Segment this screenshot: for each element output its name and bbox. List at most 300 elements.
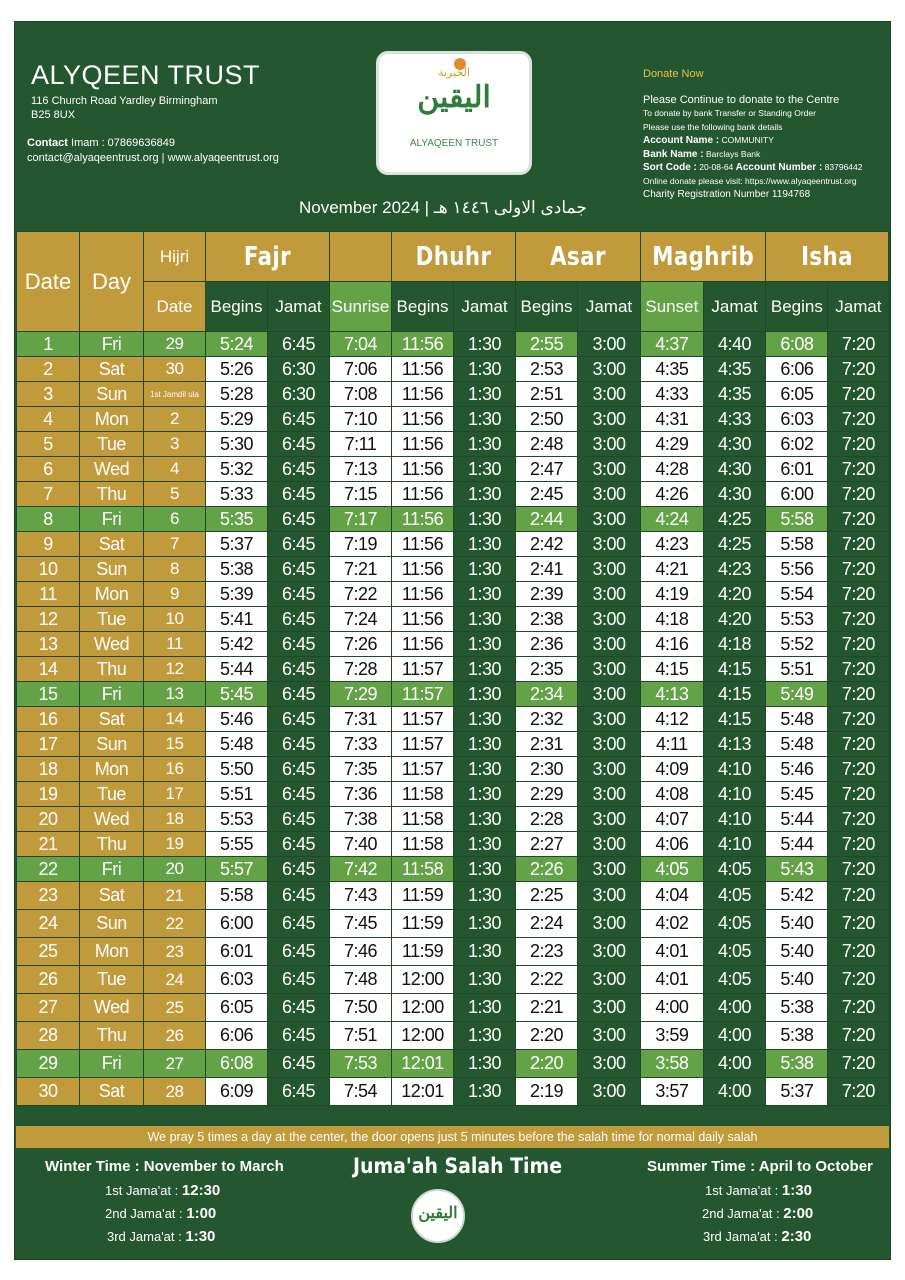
- dhuhr-jamat-cell: 1:30: [454, 482, 516, 507]
- table-row: [17, 707, 889, 732]
- maghrib-jamat-cell: 4:33: [703, 407, 766, 432]
- maghrib-jamat-cell: 4:30: [703, 432, 766, 457]
- fajr-jamat-cell: 6:45: [268, 632, 330, 657]
- dhuhr-jamat-cell: 1:30: [454, 782, 516, 807]
- fajr-begins-cell: 5:48: [206, 732, 268, 757]
- table-row: [17, 1022, 889, 1050]
- asar-jamat-cell: 3:00: [578, 882, 641, 910]
- org-contact: [27, 136, 279, 166]
- sunrise-cell: 7:46: [330, 938, 392, 966]
- hijri-cell: 25: [144, 994, 206, 1022]
- sunrise-cell: 7:42: [330, 857, 392, 882]
- jamaat-label: 3rd Jama'at :: [107, 1229, 186, 1244]
- table-row: [17, 482, 889, 507]
- col-header-maghrib-jamat: Jamat: [703, 282, 766, 332]
- hijri-cell: 1st Jamdil ula: [144, 382, 206, 407]
- dhuhr-jamat-cell: 1:30: [454, 1078, 516, 1106]
- maghrib-jamat-cell: 4:05: [703, 882, 766, 910]
- sunrise-cell: 7:08: [330, 382, 392, 407]
- sunset-cell: 4:08: [641, 782, 704, 807]
- table-row: [17, 532, 889, 557]
- dhuhr-jamat-cell: 1:30: [454, 557, 516, 582]
- asar-begins-cell: 2:20: [516, 1050, 578, 1078]
- hijri-cell: 15: [144, 732, 206, 757]
- hijri-cell: 26: [144, 1022, 206, 1050]
- maghrib-jamat-cell: 4:13: [703, 732, 766, 757]
- donate-now-link[interactable]: Donate Now: [643, 68, 704, 80]
- org-name: ALYQEEN TRUST: [31, 60, 261, 90]
- date-cell: 29: [17, 1050, 80, 1078]
- asar-jamat-cell: 3:00: [578, 1022, 641, 1050]
- hijri-cell: 16: [144, 757, 206, 782]
- col-header-dhuhr: [392, 232, 516, 282]
- fajr-begins-cell: 5:45: [206, 682, 268, 707]
- isha-begins-cell: 5:44: [766, 807, 828, 832]
- fajr-begins-cell: 5:30: [206, 432, 268, 457]
- fajr-jamat-cell: 6:45: [268, 482, 330, 507]
- fajr-begins-cell: 5:41: [206, 607, 268, 632]
- asar-begins-cell: 2:22: [516, 966, 578, 994]
- fajr-jamat-cell: 6:45: [268, 732, 330, 757]
- isha-begins-cell: 6:05: [766, 382, 828, 407]
- maghrib-jamat-cell: 4:05: [703, 857, 766, 882]
- maghrib-jamat-cell: 4:35: [703, 382, 766, 407]
- hijri-cell: 9: [144, 582, 206, 607]
- sunset-cell: 4:19: [641, 582, 704, 607]
- dhuhr-jamat-cell: 1:30: [454, 938, 516, 966]
- donate-panel: [643, 68, 883, 202]
- asar-begins-cell: 2:47: [516, 457, 578, 482]
- dhuhr-begins-cell: 12:00: [392, 1022, 454, 1050]
- isha-jamat-cell: 7:20: [828, 882, 889, 910]
- sunrise-cell: 7:40: [330, 832, 392, 857]
- day-cell: Tue: [80, 607, 144, 632]
- col-header-fajr: [206, 232, 330, 282]
- jamaat-time: 2:30: [781, 1228, 812, 1245]
- fajr-jamat-cell: 6:45: [268, 1050, 330, 1078]
- isha-jamat-cell: 7:20: [828, 532, 889, 557]
- dhuhr-begins-cell: 11:59: [392, 882, 454, 910]
- hijri-cell: 14: [144, 707, 206, 732]
- winter-jamaat-1: [105, 1182, 220, 1199]
- col-header-isha-begins: Begins: [766, 282, 828, 332]
- date-cell: 30: [17, 1078, 80, 1106]
- dhuhr-jamat-cell: 1:30: [454, 382, 516, 407]
- bank-name: [643, 148, 883, 162]
- isha-jamat-cell: 7:20: [828, 1050, 889, 1078]
- isha-begins-cell: 5:51: [766, 657, 828, 682]
- sunrise-cell: 7:15: [330, 482, 392, 507]
- col-header-sunrise: Sunrise: [330, 282, 392, 332]
- maghrib-jamat-cell: 4:25: [703, 532, 766, 557]
- dhuhr-jamat-cell: 1:30: [454, 882, 516, 910]
- fajr-jamat-cell: 6:45: [268, 432, 330, 457]
- sunset-cell: 4:16: [641, 632, 704, 657]
- asar-jamat-cell: 3:00: [578, 557, 641, 582]
- date-cell: 21: [17, 832, 80, 857]
- maghrib-jamat-cell: 4:00: [703, 1050, 766, 1078]
- isha-begins-cell: 6:00: [766, 482, 828, 507]
- table-row: [17, 357, 889, 382]
- winter-title: Winter Time : November to March: [45, 1158, 284, 1175]
- timetable-body: [17, 332, 889, 1106]
- sunset-cell: 4:00: [641, 994, 704, 1022]
- date-cell: 14: [17, 657, 80, 682]
- asar-jamat-cell: 3:00: [578, 757, 641, 782]
- hijri-cell: 4: [144, 457, 206, 482]
- sunrise-cell: 7:22: [330, 582, 392, 607]
- asar-jamat-cell: 3:00: [578, 682, 641, 707]
- hijri-cell: 3: [144, 432, 206, 457]
- asar-jamat-cell: 3:00: [578, 1078, 641, 1106]
- dhuhr-begins-cell: 12:00: [392, 966, 454, 994]
- dhuhr-begins-cell: 11:56: [392, 582, 454, 607]
- isha-jamat-cell: 7:20: [828, 657, 889, 682]
- date-cell: 17: [17, 732, 80, 757]
- day-cell: Sun: [80, 910, 144, 938]
- hijri-cell: 12: [144, 657, 206, 682]
- isha-jamat-cell: 7:20: [828, 582, 889, 607]
- maghrib-jamat-cell: 4:15: [703, 682, 766, 707]
- fajr-begins-cell: 6:00: [206, 910, 268, 938]
- isha-jamat-cell: 7:20: [828, 807, 889, 832]
- maghrib-jamat-cell: 4:30: [703, 457, 766, 482]
- asar-begins-cell: 2:41: [516, 557, 578, 582]
- asar-begins-cell: 2:25: [516, 882, 578, 910]
- asar-begins-cell: 2:19: [516, 1078, 578, 1106]
- maghrib-jamat-cell: 4:30: [703, 482, 766, 507]
- sunrise-cell: 7:19: [330, 532, 392, 557]
- sunrise-cell: 7:53: [330, 1050, 392, 1078]
- dhuhr-begins-cell: 11:56: [392, 557, 454, 582]
- fajr-jamat-cell: 6:45: [268, 1078, 330, 1106]
- sunrise-cell: 7:28: [330, 657, 392, 682]
- isha-jamat-cell: 7:20: [828, 1022, 889, 1050]
- sunrise-cell: 7:45: [330, 910, 392, 938]
- asar-jamat-cell: 3:00: [578, 938, 641, 966]
- sunrise-cell: 7:26: [330, 632, 392, 657]
- isha-jamat-cell: 7:20: [828, 994, 889, 1022]
- table-row: [17, 432, 889, 457]
- maghrib-jamat-cell: 4:23: [703, 557, 766, 582]
- isha-jamat-cell: 7:20: [828, 707, 889, 732]
- hijri-cell: 24: [144, 966, 206, 994]
- asar-begins-cell: 2:28: [516, 807, 578, 832]
- sunrise-cell: 7:29: [330, 682, 392, 707]
- fajr-jamat-cell: 6:45: [268, 910, 330, 938]
- date-cell: 4: [17, 407, 80, 432]
- asar-jamat-cell: 3:00: [578, 994, 641, 1022]
- isha-begins-cell: 6:02: [766, 432, 828, 457]
- asar-jamat-cell: 3:00: [578, 807, 641, 832]
- summer-jamaat-3: [703, 1228, 811, 1245]
- asar-jamat-cell: 3:00: [578, 732, 641, 757]
- asar-begins-cell: 2:20: [516, 1022, 578, 1050]
- maghrib-jamat-cell: 4:20: [703, 582, 766, 607]
- maghrib-jamat-cell: 4:20: [703, 607, 766, 632]
- dhuhr-begins-cell: 11:59: [392, 910, 454, 938]
- isha-begins-cell: 5:40: [766, 966, 828, 994]
- day-cell: Mon: [80, 407, 144, 432]
- table-row: [17, 910, 889, 938]
- asar-jamat-cell: 3:00: [578, 857, 641, 882]
- asar-jamat-cell: 3:00: [578, 607, 641, 632]
- isha-begins-cell: 6:08: [766, 332, 828, 357]
- sunset-cell: 4:33: [641, 382, 704, 407]
- table-row: [17, 457, 889, 482]
- fajr-begins-cell: 6:03: [206, 966, 268, 994]
- isha-jamat-cell: 7:20: [828, 507, 889, 532]
- dhuhr-jamat-cell: 1:30: [454, 332, 516, 357]
- account-number-value: 83796442: [822, 162, 863, 172]
- date-cell: 8: [17, 507, 80, 532]
- online-donate: Online donate please visit: https://www.alyaqeentrust.org: [643, 175, 857, 186]
- sunrise-cell: 7:31: [330, 707, 392, 732]
- isha-begins-cell: 5:52: [766, 632, 828, 657]
- sunrise-cell: 7:48: [330, 966, 392, 994]
- maghrib-jamat-cell: 4:10: [703, 757, 766, 782]
- day-cell: Fri: [80, 682, 144, 707]
- sunset-cell: 4:11: [641, 732, 704, 757]
- jamaat-label: 2nd Jama'at :: [105, 1206, 187, 1221]
- asar-jamat-cell: 3:00: [578, 482, 641, 507]
- isha-jamat-cell: 7:20: [828, 682, 889, 707]
- fajr-jamat-cell: 6:45: [268, 507, 330, 532]
- fajr-jamat-cell: 6:45: [268, 657, 330, 682]
- charity-number: Charity Registration Number 1194768: [643, 189, 811, 200]
- contact-email-web: contact@alyaqeentrust.org | www.alyaqeentrust.org: [27, 152, 279, 164]
- dhuhr-jamat-cell: 1:30: [454, 407, 516, 432]
- dhuhr-begins-cell: 11:56: [392, 332, 454, 357]
- summer-title: Summer Time : April to October: [647, 1158, 873, 1175]
- sunset-cell: 4:29: [641, 432, 704, 457]
- day-cell: Sat: [80, 357, 144, 382]
- sunset-cell: 4:01: [641, 938, 704, 966]
- day-cell: Sun: [80, 382, 144, 407]
- hijri-cell: 19: [144, 832, 206, 857]
- date-cell: 13: [17, 632, 80, 657]
- date-cell: 27: [17, 994, 80, 1022]
- day-cell: Thu: [80, 657, 144, 682]
- fajr-begins-cell: 5:57: [206, 857, 268, 882]
- fajr-jamat-cell: 6:45: [268, 1022, 330, 1050]
- dhuhr-jamat-cell: 1:30: [454, 632, 516, 657]
- date-cell: 20: [17, 807, 80, 832]
- day-cell: Fri: [80, 857, 144, 882]
- hijri-cell: 5: [144, 482, 206, 507]
- day-cell: Sat: [80, 882, 144, 910]
- day-cell: Mon: [80, 582, 144, 607]
- isha-begins-cell: 5:40: [766, 938, 828, 966]
- col-header-day: Day: [80, 232, 144, 332]
- date-cell: 23: [17, 882, 80, 910]
- isha-jamat-cell: 7:20: [828, 607, 889, 632]
- date-cell: 6: [17, 457, 80, 482]
- asar-begins-cell: 2:32: [516, 707, 578, 732]
- table-row: [17, 1050, 889, 1078]
- maghrib-jamat-cell: 4:00: [703, 994, 766, 1022]
- dhuhr-jamat-cell: 1:30: [454, 857, 516, 882]
- table-row: [17, 966, 889, 994]
- address-line-2: B25 8UX: [31, 109, 76, 121]
- isha-begins-cell: 5:48: [766, 707, 828, 732]
- maghrib-jamat-cell: 4:15: [703, 707, 766, 732]
- mini-logo: [411, 1189, 465, 1243]
- dhuhr-begins-cell: 11:58: [392, 807, 454, 832]
- dhuhr-begins-cell: 11:56: [392, 432, 454, 457]
- sunrise-cell: 7:51: [330, 1022, 392, 1050]
- dhuhr-jamat-cell: 1:30: [454, 682, 516, 707]
- bank-name-label: Bank Name :: [643, 148, 704, 160]
- donate-line-3: Please use the following bank details: [643, 121, 783, 132]
- sunset-cell: 4:05: [641, 857, 704, 882]
- maghrib-jamat-cell: 4:00: [703, 1022, 766, 1050]
- dhuhr-label: Dhuhr: [415, 241, 492, 272]
- sunset-cell: 4:21: [641, 557, 704, 582]
- asar-jamat-cell: 3:00: [578, 432, 641, 457]
- isha-begins-cell: 5:54: [766, 582, 828, 607]
- isha-jamat-cell: 7:20: [828, 557, 889, 582]
- fajr-begins-cell: 5:24: [206, 332, 268, 357]
- hijri-cell: 28: [144, 1078, 206, 1106]
- sunrise-cell: 7:17: [330, 507, 392, 532]
- dhuhr-begins-cell: 11:57: [392, 757, 454, 782]
- isha-begins-cell: 5:43: [766, 857, 828, 882]
- jamaat-time: 1:00: [186, 1205, 217, 1222]
- sunrise-cell: 7:11: [330, 432, 392, 457]
- isha-begins-cell: 5:46: [766, 757, 828, 782]
- jamaat-time: 12:30: [181, 1182, 221, 1199]
- jamaat-time: 1:30: [781, 1182, 812, 1199]
- sunrise-cell: 7:38: [330, 807, 392, 832]
- dhuhr-jamat-cell: 1:30: [454, 910, 516, 938]
- fajr-begins-cell: 5:37: [206, 532, 268, 557]
- sunset-cell: 4:15: [641, 657, 704, 682]
- isha-begins-cell: 5:38: [766, 994, 828, 1022]
- dhuhr-begins-cell: 11:56: [392, 632, 454, 657]
- logo: [376, 51, 532, 175]
- sunset-cell: 4:06: [641, 832, 704, 857]
- dhuhr-begins-cell: 11:56: [392, 457, 454, 482]
- fajr-begins-cell: 5:28: [206, 382, 268, 407]
- dhuhr-begins-cell: 11:56: [392, 507, 454, 532]
- month-title: November 2024 | جمادى الاولى ١٤٤٦ هـ: [299, 198, 587, 217]
- dhuhr-begins-cell: 11:56: [392, 607, 454, 632]
- asar-jamat-cell: 3:00: [578, 332, 641, 357]
- asar-begins-cell: 2:35: [516, 657, 578, 682]
- fajr-begins-cell: 5:58: [206, 882, 268, 910]
- fajr-jamat-cell: 6:45: [268, 782, 330, 807]
- isha-jamat-cell: 7:20: [828, 457, 889, 482]
- asar-begins-cell: 2:34: [516, 682, 578, 707]
- dhuhr-begins-cell: 11:58: [392, 782, 454, 807]
- dhuhr-begins-cell: 11:56: [392, 532, 454, 557]
- day-cell: Thu: [80, 1022, 144, 1050]
- table-row: [17, 407, 889, 432]
- isha-begins-cell: 5:37: [766, 1078, 828, 1106]
- fajr-begins-cell: 5:50: [206, 757, 268, 782]
- sunrise-cell: 7:06: [330, 357, 392, 382]
- fajr-jamat-cell: 6:45: [268, 807, 330, 832]
- dhuhr-jamat-cell: 1:30: [454, 707, 516, 732]
- table-row: [17, 782, 889, 807]
- fajr-jamat-cell: 6:45: [268, 407, 330, 432]
- day-cell: Wed: [80, 994, 144, 1022]
- isha-begins-cell: 6:06: [766, 357, 828, 382]
- fajr-jamat-cell: 6:45: [268, 607, 330, 632]
- isha-begins-cell: 6:01: [766, 457, 828, 482]
- hijri-cell: 21: [144, 882, 206, 910]
- isha-begins-cell: 5:58: [766, 532, 828, 557]
- fajr-begins-cell: 5:29: [206, 407, 268, 432]
- isha-jamat-cell: 7:20: [828, 332, 889, 357]
- date-cell: 22: [17, 857, 80, 882]
- sunset-cell: 4:01: [641, 966, 704, 994]
- day-cell: Thu: [80, 482, 144, 507]
- sunrise-cell: 7:10: [330, 407, 392, 432]
- isha-jamat-cell: 7:20: [828, 832, 889, 857]
- mini-logo-text: اليقين: [418, 1203, 458, 1222]
- fajr-jamat-cell: 6:45: [268, 938, 330, 966]
- col-header-fajr-jamat: Jamat: [268, 282, 330, 332]
- col-header-dhuhr-jamat: Jamat: [454, 282, 516, 332]
- maghrib-jamat-cell: 4:18: [703, 632, 766, 657]
- sunrise-cell: 7:43: [330, 882, 392, 910]
- fajr-begins-cell: 5:51: [206, 782, 268, 807]
- fajr-jamat-cell: 6:30: [268, 357, 330, 382]
- contact-phone: [27, 136, 279, 151]
- dhuhr-jamat-cell: 1:30: [454, 757, 516, 782]
- asar-begins-cell: 2:50: [516, 407, 578, 432]
- fajr-begins-cell: 5:33: [206, 482, 268, 507]
- col-header-dhuhr-begins: Begins: [392, 282, 454, 332]
- asar-jamat-cell: 3:00: [578, 382, 641, 407]
- date-cell: 24: [17, 910, 80, 938]
- asar-jamat-cell: 3:00: [578, 782, 641, 807]
- asar-begins-cell: 2:31: [516, 732, 578, 757]
- fajr-jamat-cell: 6:45: [268, 557, 330, 582]
- date-cell: 1: [17, 332, 80, 357]
- isha-begins-cell: 6:03: [766, 407, 828, 432]
- isha-begins-cell: 5:56: [766, 557, 828, 582]
- fajr-begins-cell: 5:39: [206, 582, 268, 607]
- sunset-cell: 4:04: [641, 882, 704, 910]
- isha-begins-cell: 5:48: [766, 732, 828, 757]
- col-header-blank: [330, 232, 392, 282]
- jamaat-label: 1st Jama'at :: [105, 1183, 182, 1198]
- maghrib-jamat-cell: 4:35: [703, 357, 766, 382]
- sunset-cell: 4:07: [641, 807, 704, 832]
- hijri-cell: 18: [144, 807, 206, 832]
- maghrib-jamat-cell: 4:15: [703, 657, 766, 682]
- dhuhr-begins-cell: 11:56: [392, 357, 454, 382]
- sunset-cell: 4:24: [641, 507, 704, 532]
- col-header-asar: [516, 232, 641, 282]
- isha-jamat-cell: 7:20: [828, 482, 889, 507]
- isha-jamat-cell: 7:20: [828, 782, 889, 807]
- account-name-value: COMMUNITY: [719, 135, 774, 145]
- dhuhr-jamat-cell: 1:30: [454, 832, 516, 857]
- sunrise-cell: 7:21: [330, 557, 392, 582]
- dhuhr-begins-cell: 11:57: [392, 732, 454, 757]
- hijri-cell: 20: [144, 857, 206, 882]
- date-cell: 2: [17, 357, 80, 382]
- dhuhr-begins-cell: 11:58: [392, 832, 454, 857]
- date-cell: 3: [17, 382, 80, 407]
- hijri-cell: 29: [144, 332, 206, 357]
- dhuhr-jamat-cell: 1:30: [454, 607, 516, 632]
- winter-jamaat-2: [105, 1205, 216, 1222]
